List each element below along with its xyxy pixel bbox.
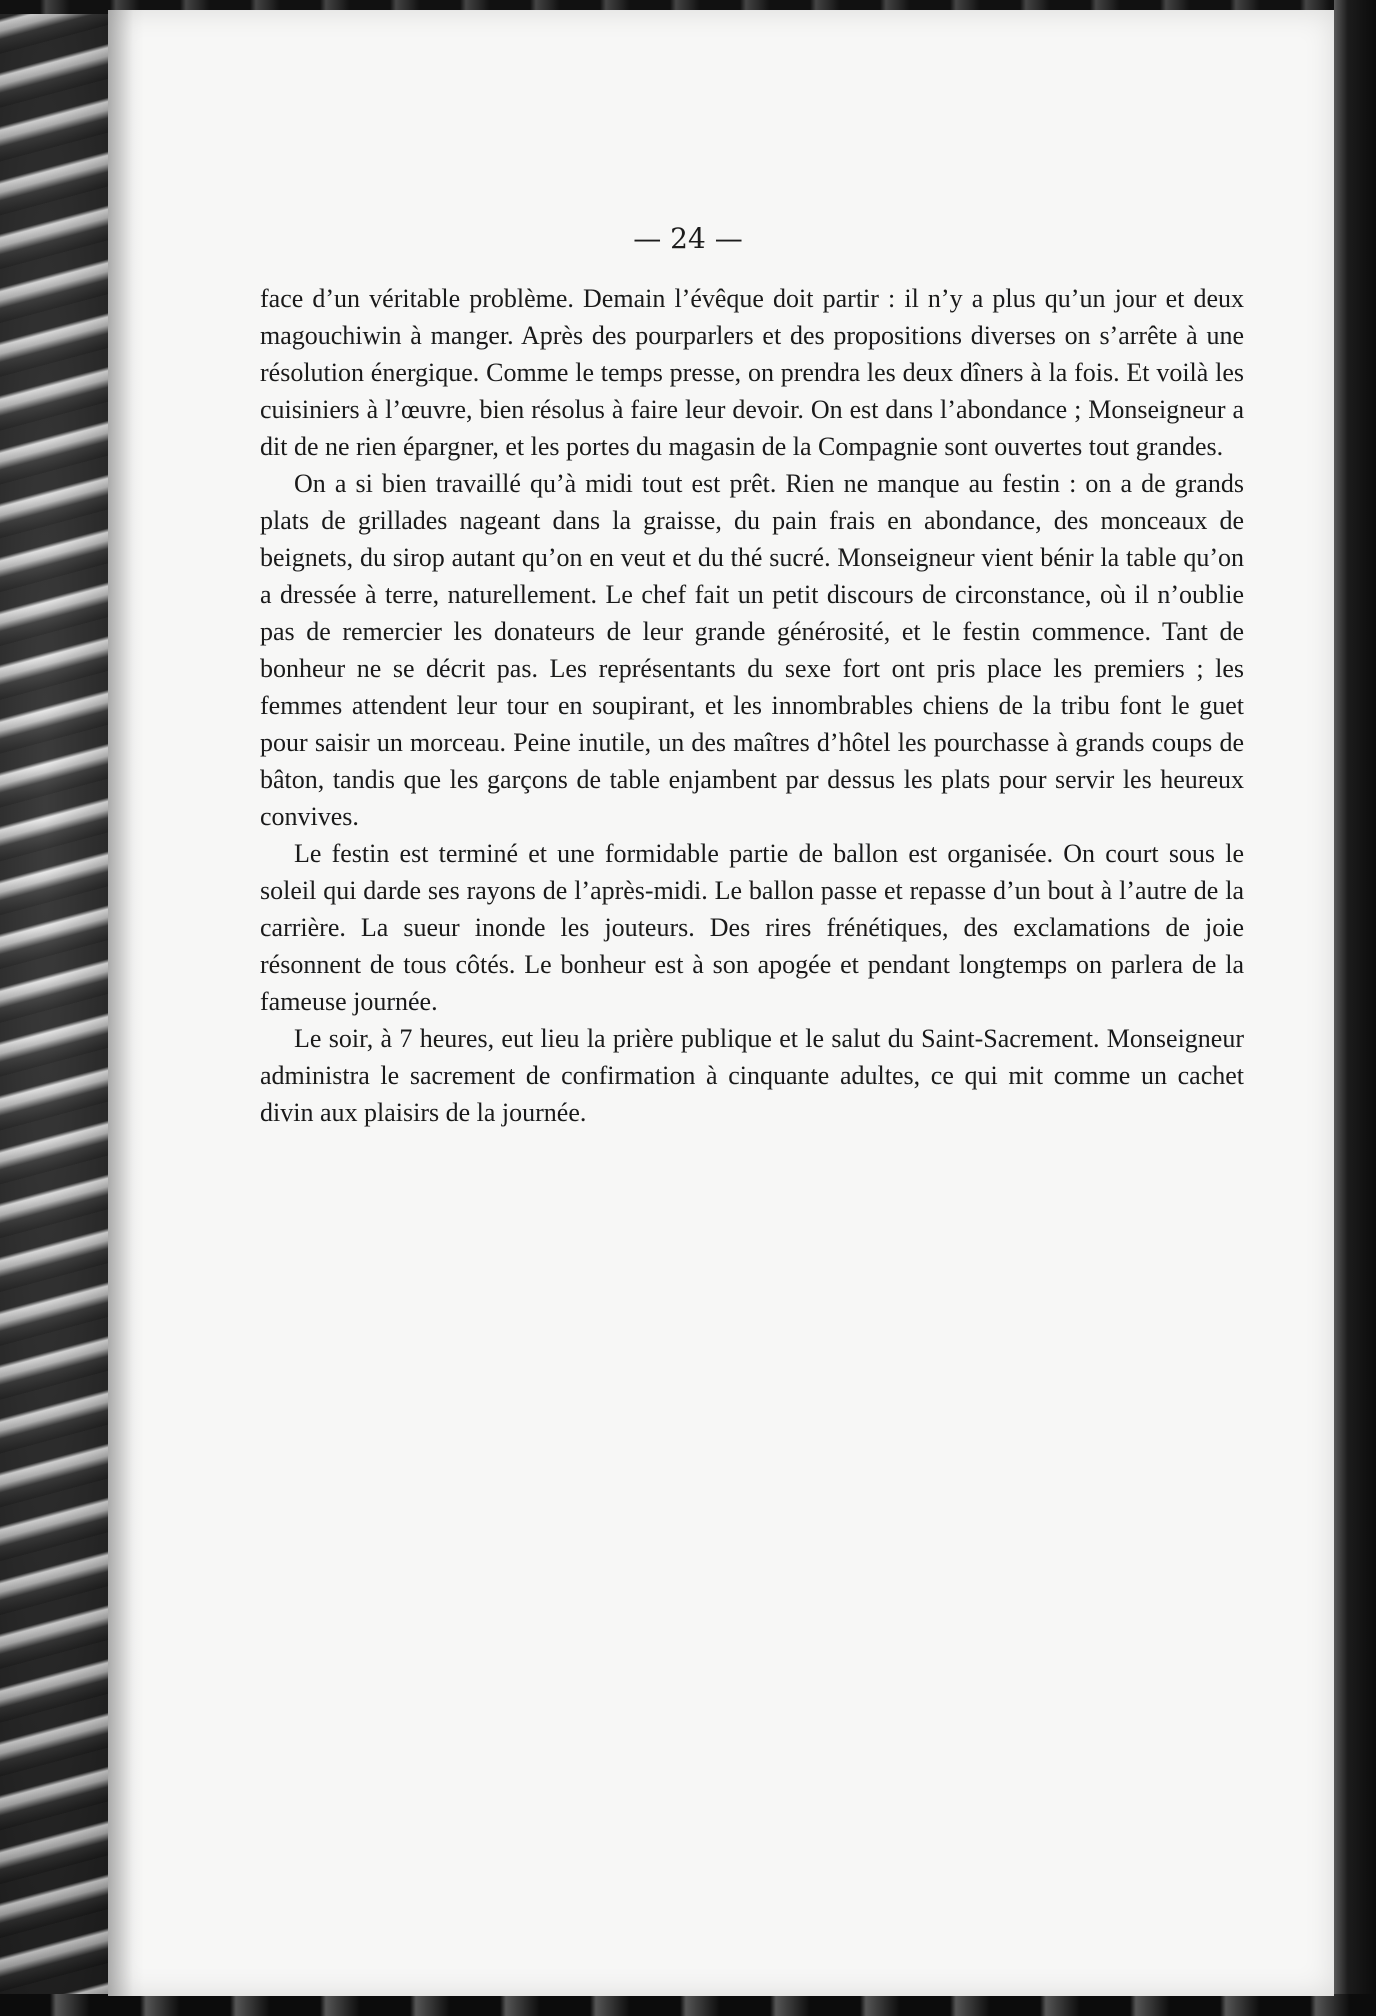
paragraph: On a si bien travaillé qu’à midi tout est prêt. Rien ne manque au festin : on a de grands plats de grillades nageant dans la graisse, du pain frais en abondance, des monceaux de beignets, du sirop autant qu’on en veut et du thé sucré. Monseigneur vient bénir la table qu’on a dressée à terre, naturellement. Le chef fait un petit discours de circonstance, où il n’oublie pas de remercier les donateurs de leur grande générosité, et le festin commence. Tant de bonheur ne se décrit pas. Les représentants du sexe fort ont pris place les premiers ; les femmes attendent leur tour en soupirant, et les innombrables chiens de la tribu font le guet pour saisir un morceau. Peine inutile, un des maîtres d’hôtel les pourchasse à grands coups de bâton, tandis que les garçons de table enjambent par dessus les plats pour servir les heureux convives. — [260, 469, 1244, 831]
paragraph: Le soir, à 7 heures, eut lieu la prière publique et le salut du Saint-Sacrement. Monseigneur administra le sacrement de confirmation à cinquante adultes, ce qui mit comme un cachet divin aux plaisirs de la journée. — [260, 1024, 1244, 1127]
binding-shadow — [108, 10, 144, 1996]
paragraph: Le festin est terminé et une formidable partie de ballon est organisée. On court sous le soleil qui darde ses rayons de l’après-midi. Le ballon passe et repasse d’un bout à l’autre de la carrière. La sueur inonde les jouteurs. Des rires frénétiques, des exclamations de joie résonnent de tous côtés. Le bonheur est à son apogée et pendant longtemps on parlera de la fameuse journée. — [260, 839, 1244, 1016]
right-cover-edge — [1334, 0, 1376, 2016]
body-text — [260, 280, 1244, 1131]
bottom-cover-edge — [0, 1994, 1376, 2016]
page-number: — 24 — — [633, 222, 743, 255]
paragraph: face d’un véritable problème. Demain l’évêque doit partir : il n’y a plus qu’un jour et deux magouchiwin à manger. Après des pourparlers et des propositions diverses on s’arrête à une résolution énergique. Comme le temps presse, on prendra les deux dîners à la fois. Et voilà les cuisiniers à l’œuvre, bien résolus à faire leur devoir. On est dans l’abondance ; Monseigneur a dit de ne rien épargner, et les portes du magasin de la Compagnie sont ouvertes tout grandes. — [260, 284, 1244, 461]
